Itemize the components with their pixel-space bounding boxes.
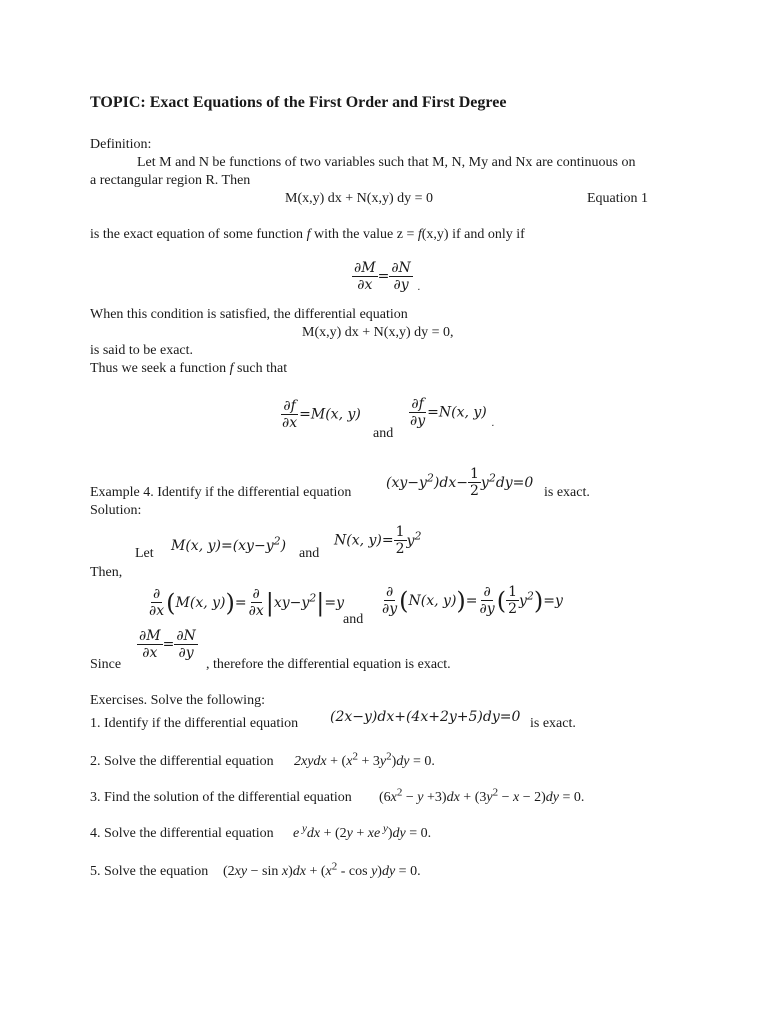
exact-sentence-after: (x,y) if and only if — [421, 227, 525, 242]
exercise-3: 3. Find the solution of the differential equation — [90, 790, 352, 805]
page-title: TOPIC: Exact Equations of the First Order and First Degree — [90, 94, 507, 111]
n-definition: N(x, y)= $\frac{1}{2}$ $y^2$ — [334, 524, 422, 557]
example-equation: $(xy-y^2)dx-$ $\frac{1}{2}$ $y^2dy=0$ — [386, 466, 534, 499]
df-dy-equation: $\frac{\partial f}{\partial y}$ =N(x, y) . — [410, 396, 495, 429]
definition-line-2: a rectangular region R. Then — [90, 173, 251, 188]
partial-m-x: $\frac{\partial}{\partial x}$ (M(x, y))= $\frac{\partial}{\partial x}$ $|xy-y^2|=y$ — [149, 586, 345, 619]
exercise-4-equation: e $^y$dx + (2y + xe $^y$)dy = 0. — [293, 822, 432, 841]
equation-1: M(x,y) dx + N(x,y) dy = 0 — [285, 191, 433, 206]
exercise-1: 1. Identify if the differential equation — [90, 716, 299, 731]
and-word-2: and — [299, 546, 320, 561]
m-definition: M(x, $y)=(xy-y^2)$ — [171, 534, 287, 554]
seek-function-f: f — [229, 361, 234, 376]
exercise-3-equation: $(6x^2 - y +3)dx + (3y^2 - x - 2)dy = 0$. — [379, 786, 585, 805]
since-condition: $\frac{\partial M}{\partial x}$ = $\frac{\partial N}{\partial y}$ — [139, 628, 196, 661]
and-word-1: and — [373, 426, 394, 441]
seek-function-after: such that — [233, 361, 288, 376]
exact-sentence — [90, 227, 525, 243]
example-label: Example 4. Identify if the differential equation — [90, 485, 352, 500]
exercise-1-equation: (2x−y)dx+(4x+2y+5)dy=0 — [330, 709, 521, 725]
then-label: Then, — [90, 565, 123, 580]
condition-note: When this condition is satisfied, the differential equation — [90, 307, 408, 322]
exercise-4: 4. Solve the differential equation — [90, 826, 274, 841]
example-is-exact: is exact. — [544, 485, 590, 500]
said-exact: is said to be exact. — [90, 343, 194, 358]
equation-repeat: M(x,y) dx + N(x,y) dy = 0, — [302, 325, 454, 340]
therefore-text: , therefore the differential equation is exact. — [206, 657, 451, 672]
seek-function-before: Thus we seek a function — [90, 361, 230, 376]
exact-sentence-f1: f — [306, 227, 311, 242]
definition-label: Definition: — [90, 137, 152, 152]
since-label: Since — [90, 657, 122, 672]
exercise-2-equation: 2xydx + $(x^2 + 3y^2)dy = 0$. — [294, 750, 435, 769]
exact-sentence-middle: with the value z = — [310, 227, 418, 242]
exercise-5-equation: $(2xy - \sin x)dx + (x^2 - \cos y)dy = 0$. — [223, 860, 421, 879]
exact-sentence-before: is the exact equation of some function — [90, 227, 307, 242]
and-word-3: and — [343, 612, 364, 627]
df-dx-equation: $\frac{\partial f}{\partial x}$ =M(x, y) — [282, 398, 361, 431]
exercise-5: 5. Solve the equation — [90, 864, 209, 879]
exact-sentence-f2: f — [417, 227, 422, 242]
let-label: Let — [135, 546, 154, 561]
solution-label: Solution: — [90, 503, 142, 518]
equation-1-label: Equation 1 — [587, 191, 649, 206]
partial-n-y: $\frac{\partial}{\partial y}$ (N(x, y))= $\frac{\partial}{\partial y}$ ( $\frac{1}{2}$ $y^2)=y$ — [382, 584, 563, 617]
exercises-title: Exercises. Solve the following: — [90, 693, 265, 708]
exercise-1-is-exact: is exact. — [530, 716, 576, 731]
seek-function — [90, 361, 287, 377]
exactness-condition: $\frac{\partial M}{\partial x}$ = $\frac{\partial N}{\partial y}$ . — [354, 260, 421, 293]
exercise-2: 2. Solve the differential equation — [90, 754, 274, 769]
definition-line-1: Let M and N be functions of two variables such that M, N, My and Nx are continuous on — [137, 155, 636, 170]
